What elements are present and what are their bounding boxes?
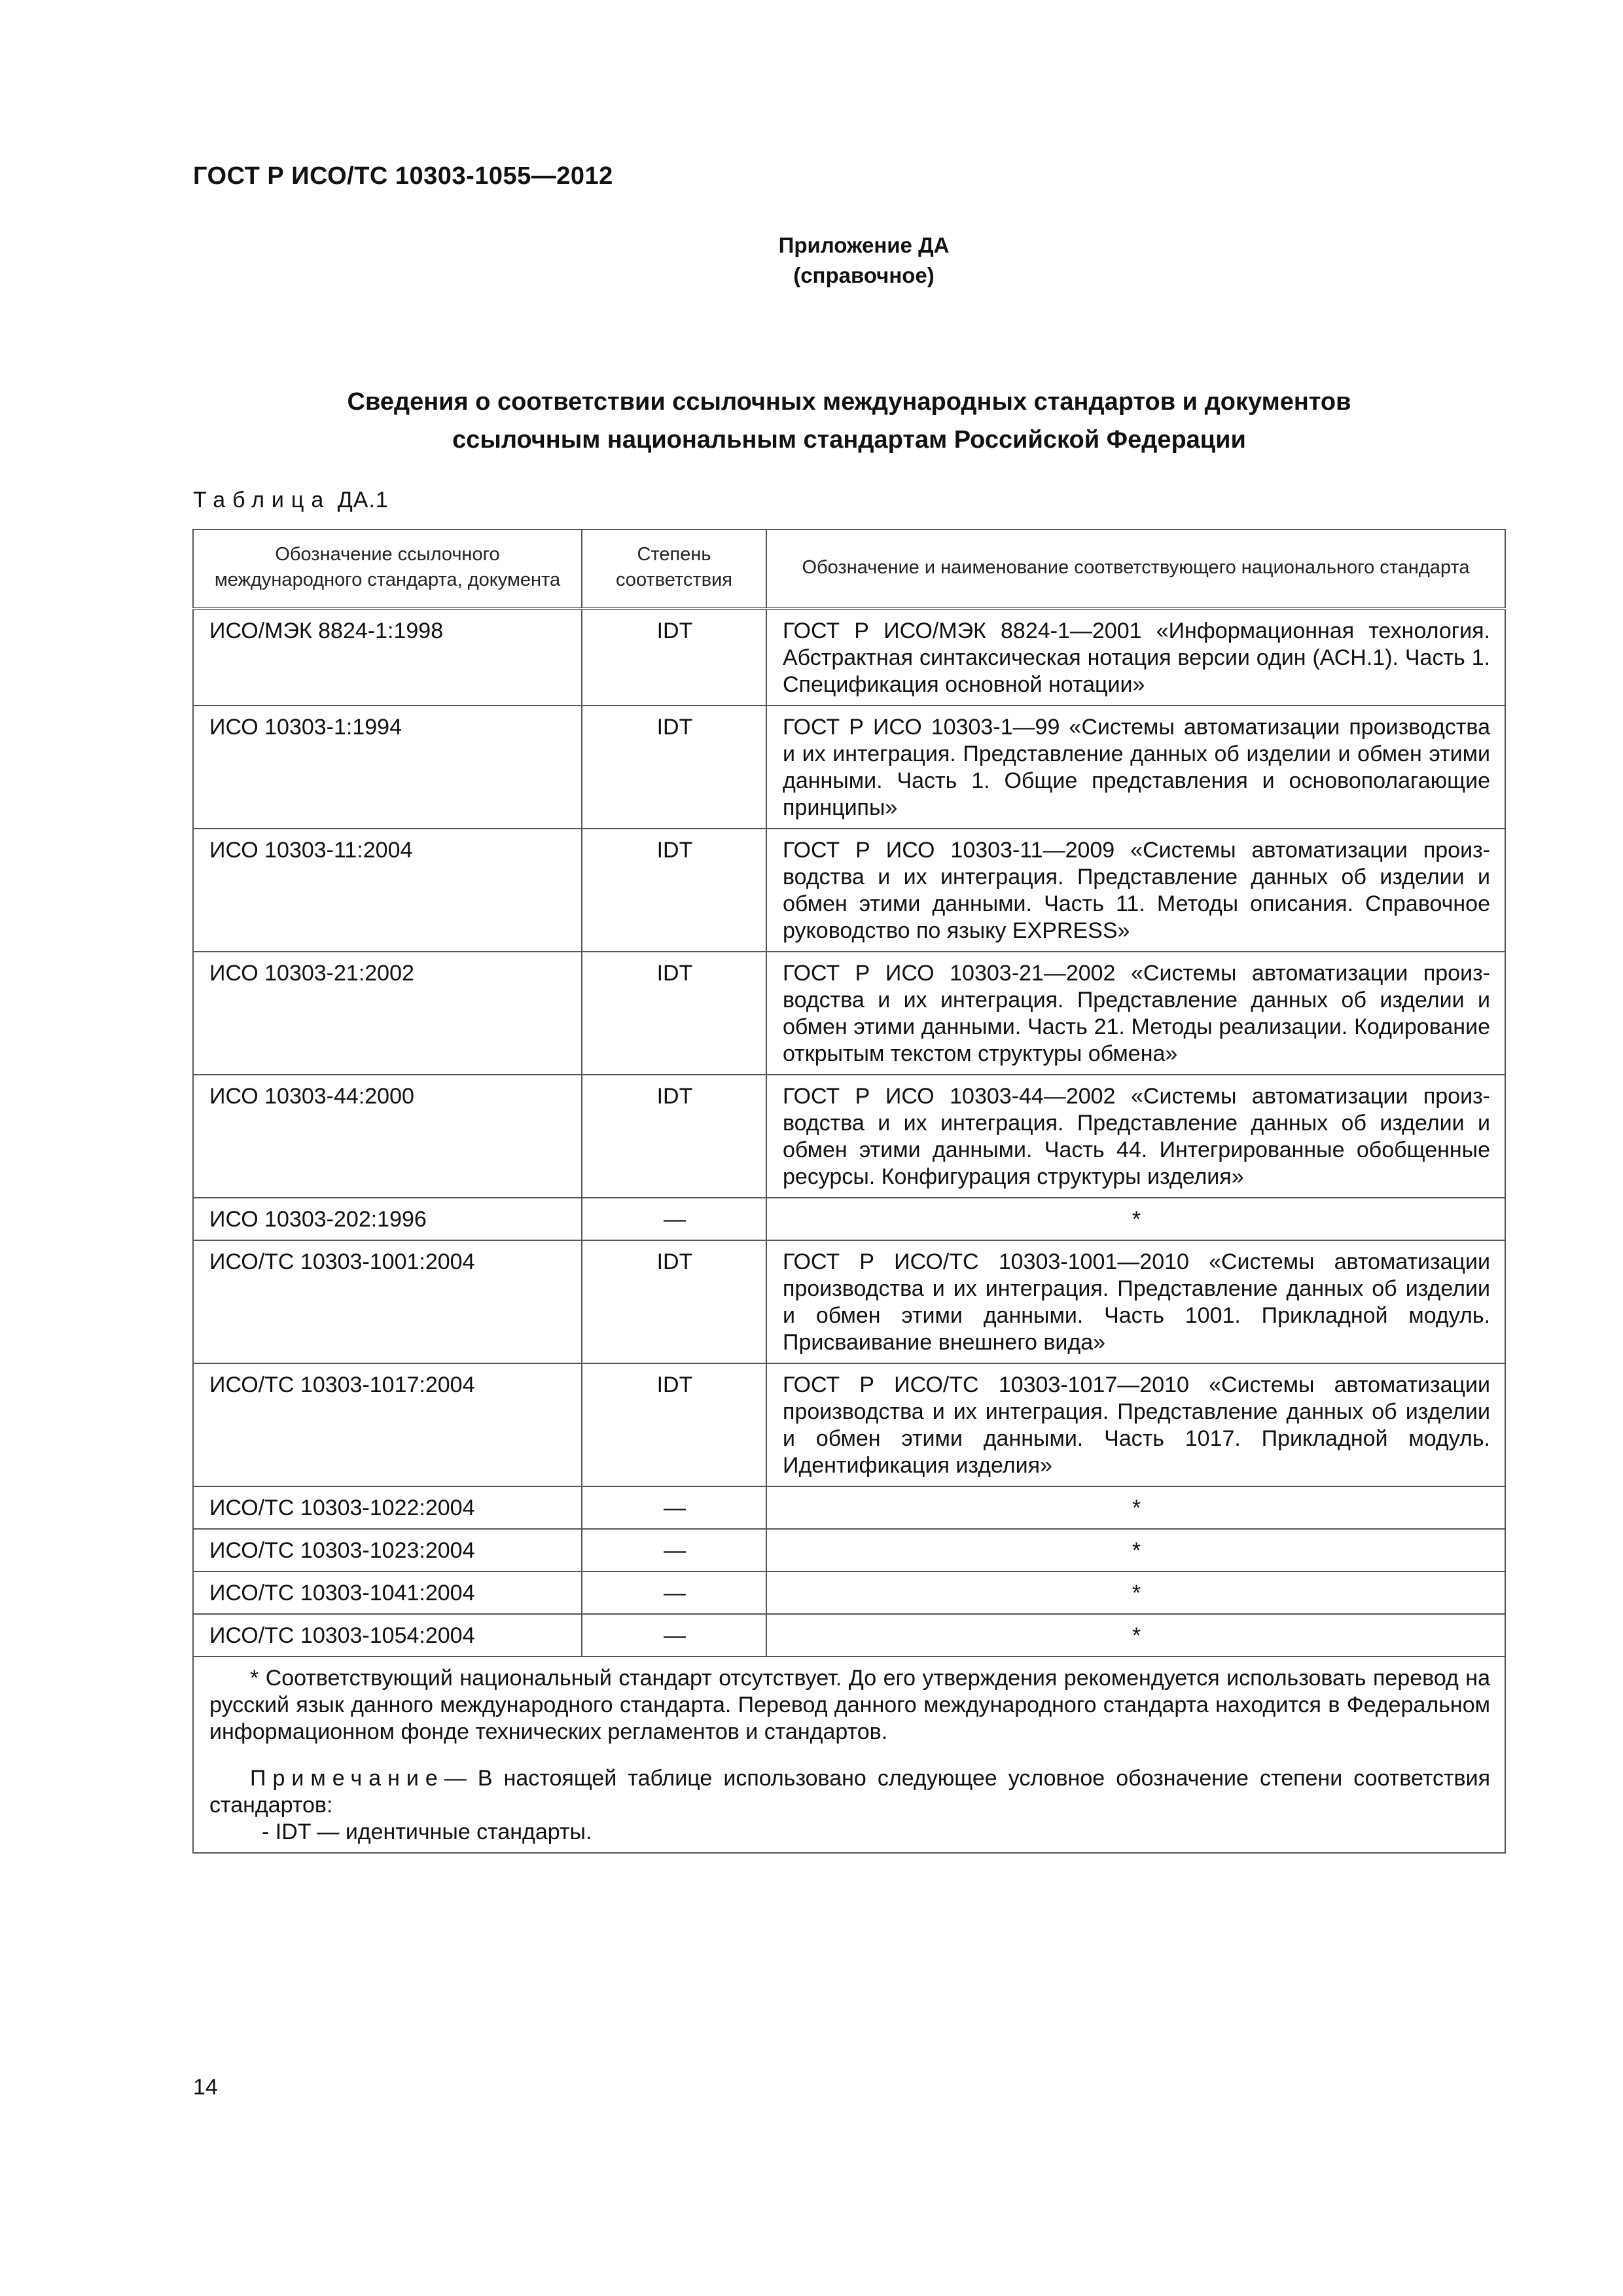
table-row	[193, 1486, 1505, 1529]
table-note	[209, 1765, 1490, 1819]
national-standard-cell: ГОСТ Р ИСО 10303-1—99 «Системы автоматизации производства и их интеграция. Представление данных об изделии и обмен этими данными. Часть 1. Общие представления и основополагающие принципы»	[766, 706, 1505, 829]
intl-standard-cell: ИСО/ТС 10303-1022:2004	[193, 1486, 582, 1529]
degree-cell: IDT	[582, 609, 766, 706]
note-list-item: - IDT — идентичные стандарты.	[262, 1820, 592, 1844]
table-footer-row	[193, 1657, 1505, 1853]
intl-standard-cell: ИСО/ТС 10303-1054:2004	[193, 1614, 582, 1657]
intl-standard-cell: ИСО 10303-202:1996	[193, 1198, 582, 1240]
header-national-standard: Обозначение и наименование соответствующего национального стандарта	[766, 529, 1505, 609]
note-text: — В настоящей таблице использовано следующее условное обозначение степени соответствия стандартов:	[209, 1766, 1490, 1818]
degree-cell: —	[582, 1571, 766, 1614]
national-standard-cell: ГОСТ Р ИСО/МЭК 8824-1—2001 «Информационная технология. Абстрактная синтаксическая нотация версии один (АСН.1). Часть 1. Спецификация основной нотации»	[766, 609, 1505, 706]
intl-standard-cell: ИСО 10303-11:2004	[193, 829, 582, 952]
table-footer-cell	[193, 1657, 1505, 1853]
national-standard-cell: ГОСТ Р ИСО/ТС 10303-1001—2010 «Системы автоматизации производства и их интеграция. Представление данных об изделии и обмен этими данными. Часть 1001. Прикладной модуль. Присваивание внешнего вида»	[766, 1240, 1505, 1363]
intl-standard-cell: ИСО/МЭК 8824-1:1998	[193, 609, 582, 706]
table-caption-label: Таблица	[193, 488, 331, 512]
table-row	[193, 1075, 1505, 1198]
intl-standard-cell: ИСО 10303-1:1994	[193, 706, 582, 829]
national-standard-cell: *	[766, 1529, 1505, 1571]
appendix-title: Приложение ДА	[778, 233, 950, 257]
intl-standard-cell: ИСО/ТС 10303-1017:2004	[193, 1363, 582, 1486]
table-row	[193, 952, 1505, 1075]
degree-cell: IDT	[582, 829, 766, 952]
intl-standard-cell: ИСО 10303-21:2002	[193, 952, 582, 1075]
page-number: 14	[193, 2075, 218, 2100]
national-standard-cell: *	[766, 1571, 1505, 1614]
national-standard-cell: *	[766, 1198, 1505, 1240]
header-international-standard: Обозначение ссылочного международного стандарта, документа	[193, 529, 582, 609]
table-row	[193, 609, 1505, 706]
table-row	[193, 1571, 1505, 1614]
degree-cell: IDT	[582, 952, 766, 1075]
table-header-row	[193, 529, 1505, 609]
intl-standard-cell: ИСО/ТС 10303-1041:2004	[193, 1571, 582, 1614]
header-degree-of-correspondence: Степень соответствия	[582, 529, 766, 609]
section-title	[193, 383, 1505, 459]
degree-cell: —	[582, 1198, 766, 1240]
document-code-header: ГОСТ Р ИСО/ТС 10303-1055—2012	[193, 162, 613, 190]
national-standard-cell: ГОСТ Р ИСО/ТС 10303-1017—2010 «Системы автоматизации производства и их интеграция. Представление данных об изделии и обмен этими данными. Часть 1017. Прикладной модуль. Идентификация изделия»	[766, 1363, 1505, 1486]
note-label: Примечание	[250, 1766, 444, 1791]
intl-standard-cell: ИСО/ТС 10303-1001:2004	[193, 1240, 582, 1363]
degree-cell: —	[582, 1529, 766, 1571]
national-standard-cell: *	[766, 1486, 1505, 1529]
table-row	[193, 1363, 1505, 1486]
national-standard-cell: *	[766, 1614, 1505, 1657]
table-row	[193, 1198, 1505, 1240]
correspondence-table	[192, 529, 1506, 1854]
degree-cell: —	[582, 1486, 766, 1529]
degree-cell: IDT	[582, 706, 766, 829]
degree-cell: IDT	[582, 1240, 766, 1363]
table-row	[193, 1240, 1505, 1363]
table-row	[193, 1529, 1505, 1571]
national-standard-cell: ГОСТ Р ИСО 10303-44—2002 «Системы автоматизации производства и их интеграция. Представление данных об изделии и обмен этими данными. Часть 44. Интегрированные обобщенные ресурсы. Конфигурация структуры изделия»	[766, 1075, 1505, 1198]
national-standard-cell: ГОСТ Р ИСО 10303-21—2002 «Системы автоматизации производства и их интеграция. Представление данных об изделии и обмен этими данными. Часть 21. Методы реализации. Кодирование открытым текстом структуры обмена»	[766, 952, 1505, 1075]
appendix-type: (справочное)	[793, 263, 935, 287]
national-standard-cell: ГОСТ Р ИСО 10303-11—2009 «Системы автоматизации производства и их интеграция. Представление данных об изделии и обмен этими данными. Часть 11. Методы описания. Справочное руководство по языку EXPRESS»	[766, 829, 1505, 952]
appendix-heading	[694, 230, 1034, 291]
table-caption	[193, 488, 389, 513]
degree-cell: IDT	[582, 1363, 766, 1486]
section-title-line-2: ссылочным национальным стандартам Российской Федерации	[452, 426, 1246, 454]
degree-cell: IDT	[582, 1075, 766, 1198]
intl-standard-cell: ИСО 10303-44:2000	[193, 1075, 582, 1198]
table-caption-number: ДА.1	[337, 488, 389, 512]
table-row	[193, 829, 1505, 952]
table-footnote: * Соответствующий национальный стандарт отсутствует. До его утверждения рекомендуется использовать перевод на русский язык данного международного стандарта. Перевод данного международного стандарта находится в Федеральном информационном фонде технических регламентов и стандартов.	[209, 1666, 1490, 1744]
table-row	[193, 1614, 1505, 1657]
table-row	[193, 706, 1505, 829]
degree-cell: —	[582, 1614, 766, 1657]
intl-standard-cell: ИСО/ТС 10303-1023:2004	[193, 1529, 582, 1571]
section-title-line-1: Сведения о соответствии ссылочных международных стандартов и документов	[347, 388, 1351, 416]
